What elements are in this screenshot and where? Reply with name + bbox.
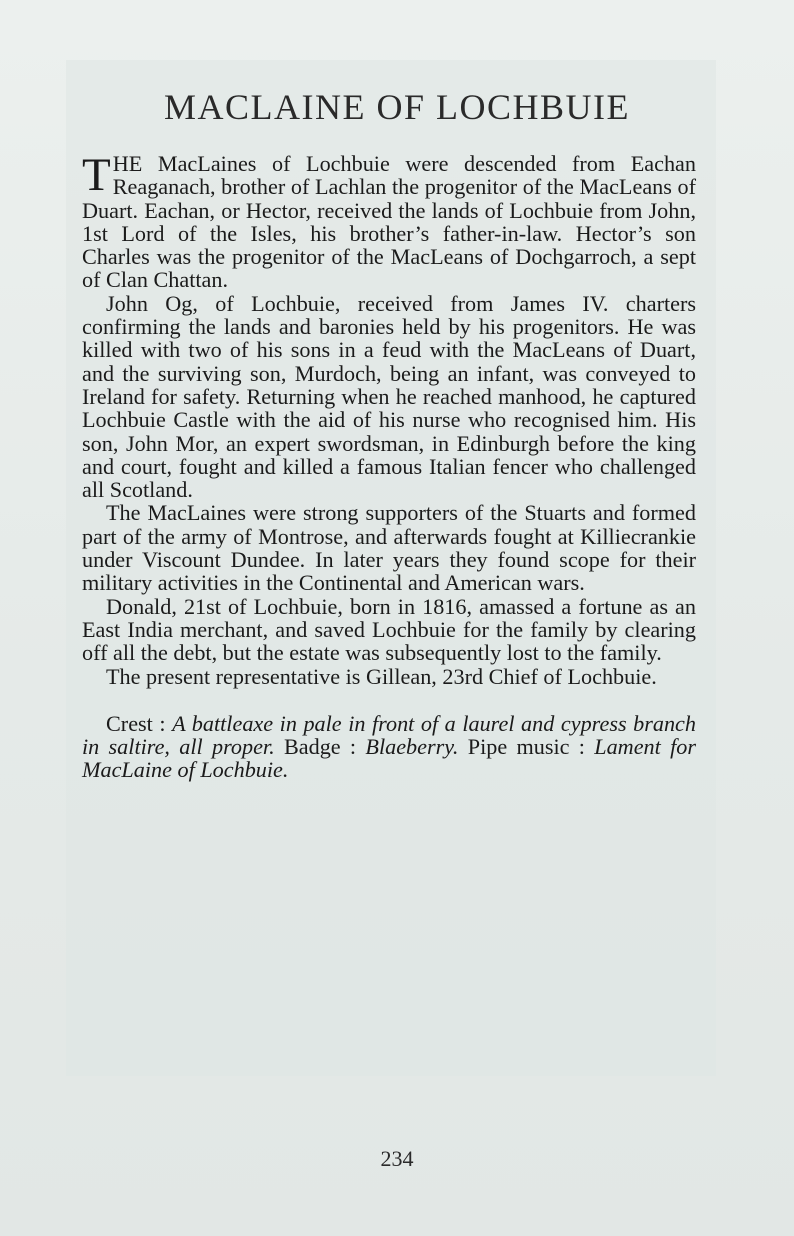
- paragraph-4: Donald, 21st of Lochbuie, born in 1816, amassed a fortune as an East India merchant, and saved Lochbuie for the family by clearing off all the debt, but the estate was subsequently lost to the family.: [82, 593, 696, 666]
- page-number: 234: [380, 1146, 414, 1171]
- paragraph-5: The present representative is Gillean, 23rd Chief of Lochbuie.: [106, 663, 657, 689]
- paragraph-1-text: HE MacLaines of Lochbuie were descended from Eachan Reaganach, brother of Lachlan the progenitor of the MacLeans of Duart. Eachan, or Hector, received the lands of Lochbuie from John, 1st Lord of the Isles, his brother’s father-in-law. Hector’s son Charles was the progenitor of the MacLeans of Dochgarroch, a sept of Clan Chattan.: [82, 151, 696, 293]
- paragraph-1: [82, 149, 696, 293]
- body-text: [82, 149, 696, 783]
- crest-line: [82, 712, 696, 782]
- crest-block: [82, 712, 696, 782]
- paragraph-2: John Og, of Lochbuie, received from James IV. charters confirming the lands and baronies held by his progenitors. He was killed with two of his sons in a feud with the MacLeans of Duart, and the surviving son, Murdoch, being an infant, was conveyed to Ireland for safety. Returning when he reached manhood, he captured Lochbuie Castle with the aid of his nurse who recognised him. His son, John Mor, an expert swordsman, in Edinburgh before the king and court, fought and killed a famous Italian fencer who challenged all Scotland.: [82, 290, 696, 503]
- page-title: MACLAINE OF LOCHBUIE: [164, 87, 630, 127]
- crest-text: A battleaxe in pale in front of a laurel and cypress branch in saltire, all proper.: [82, 710, 696, 760]
- pipe-music-text: Lament for MacLaine of Lochbuie.: [82, 734, 696, 783]
- badge-label: Badge :: [283, 734, 357, 760]
- pipe-music-label: Pipe music :: [467, 734, 585, 760]
- drop-cap: T: [82, 149, 111, 201]
- badge-text: Blaeberry.: [365, 734, 459, 760]
- crest-label: Crest :: [106, 710, 166, 736]
- paragraph-3: The MacLaines were strong supporters of the Stuarts and formed part of the army of Montrose, and afterwards fought at Killiecrankie under Viscount Dundee. In later years they found scope for their military activities in the Continental and American wars.: [82, 500, 696, 596]
